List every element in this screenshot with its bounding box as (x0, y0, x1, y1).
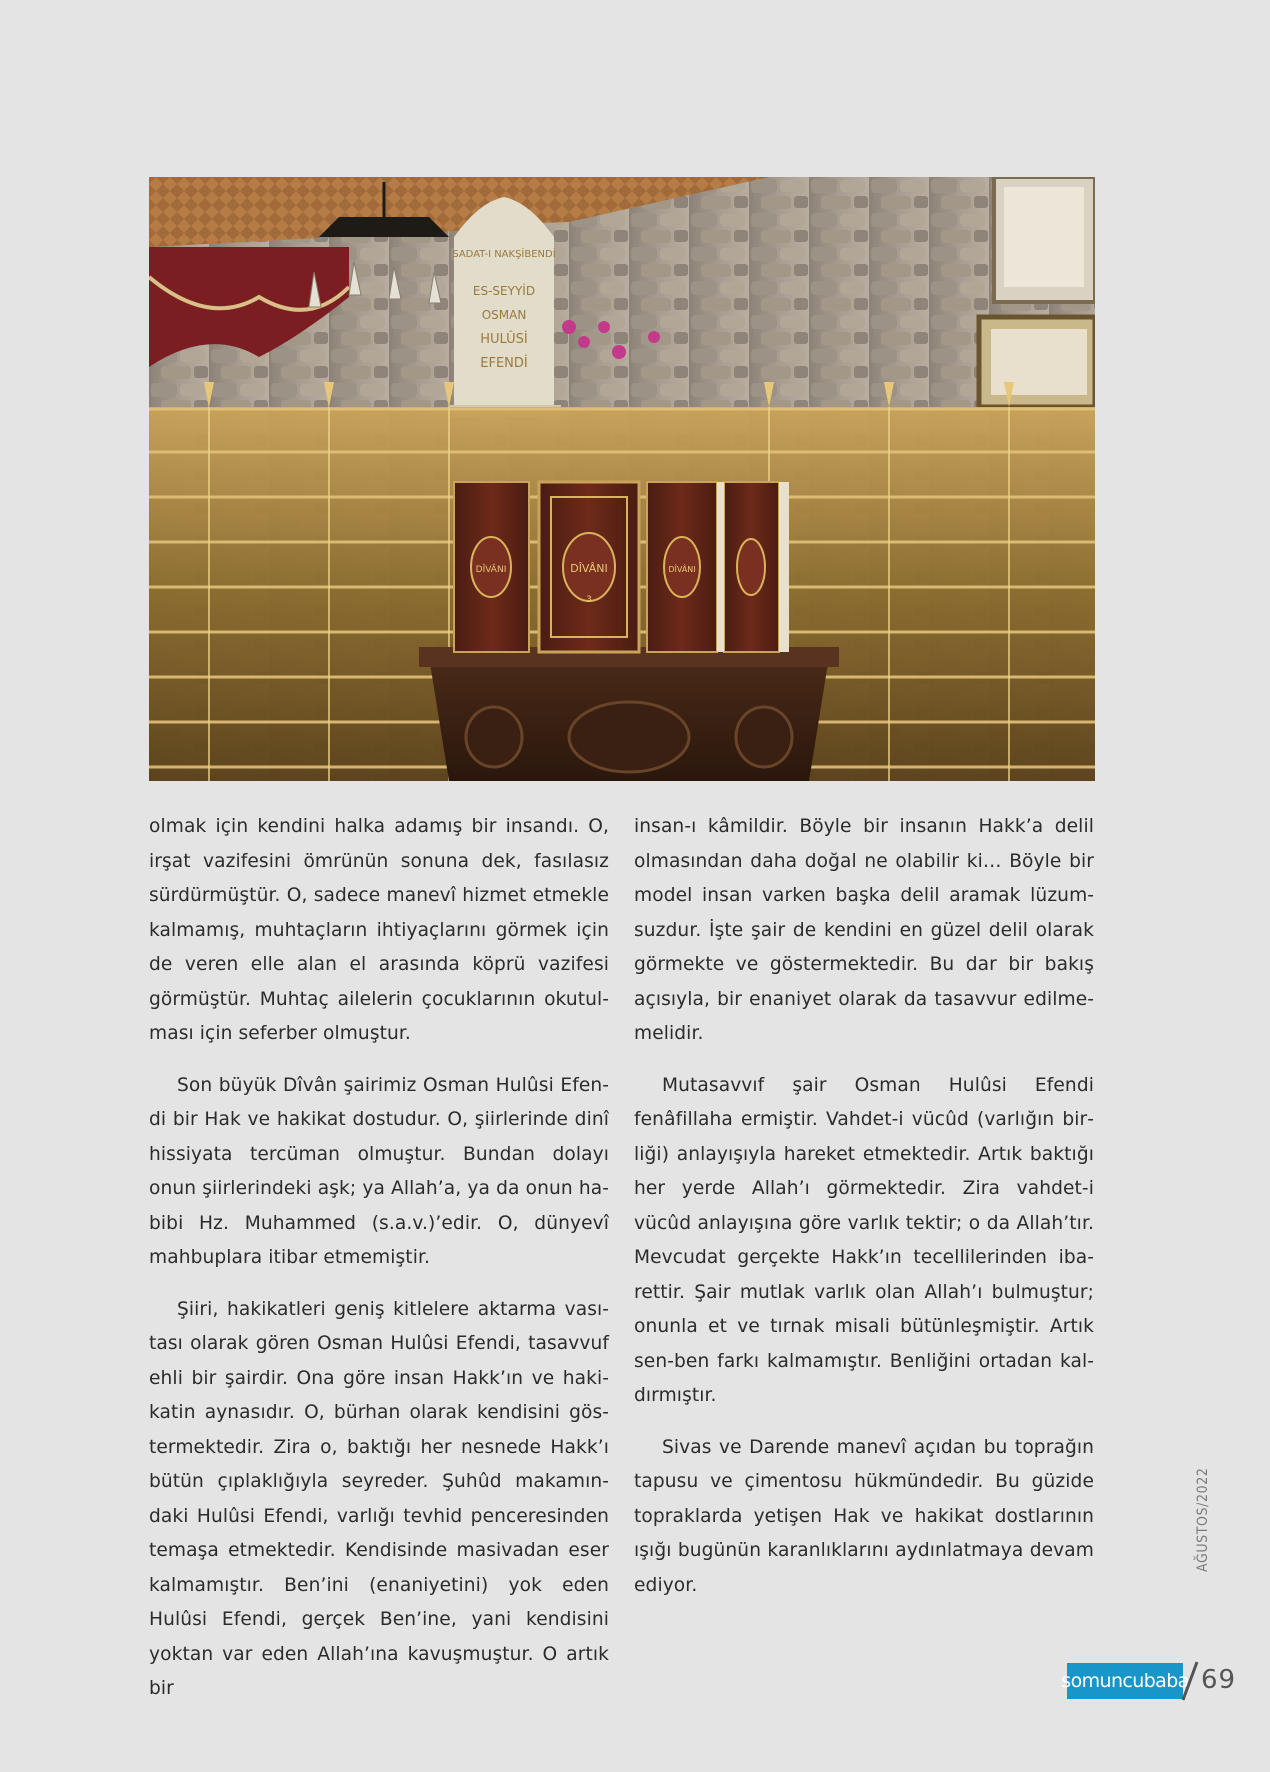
stone-line-3: OSMAN (481, 308, 527, 322)
tomb-photo-illustration (149, 177, 1095, 781)
article-column-left (149, 810, 609, 1724)
article-photo (149, 177, 1095, 781)
page-number: 69 (1201, 1665, 1237, 1695)
paragraph: Son büyük Dîvân şairimiz Osman Hulûsi Efendi bir Hak ve hakikat dostudur. O, şiirlerinde dinî hissiyata tercüman olmuştur. Bundan dolayı onun şiirlerindeki aşk; ya Allah’a, ya da onun habibi Hz. Muhammed (s.a.v.)’edir. O, dünyevî mahbuplara itibar etmemiştir. (149, 1074, 609, 1268)
stone-line-1: SADAT-I NAKŞİBENDİ (452, 249, 556, 260)
stone-line-4: HULÛSİ (480, 332, 528, 347)
book-volume-number: 3 (586, 595, 592, 605)
stone-line-5: EFENDİ (480, 356, 528, 371)
article-column-right (634, 810, 1094, 1620)
paragraph: Şiiri, hakikatleri geniş kitlelere aktarma vasıtası olarak gören Osman Hulûsi Efendi, tasavvuf ehli bir şairdir. Ona göre insan Hakk’ın ve hakikatin aynasıdır. O, bürhan olarak kendisini göstermektedir. Zira o, baktığı her nesnede Hakk’ı bütün çıplaklığıyla seyreder. Şuhûd makamındaki Hulûsi Efendi, varlığı tevhid penceresinden temaşa etmektedir. Kendisinde masivadan eser kalmamıştır. Ben’ini (enaniyetini) yok eden Hulûsi Efendi, gerçek Ben’ine, yani kendisini yoktan var eden Allah’ına kavuşmuştur. O artık bir (149, 1298, 609, 1699)
paragraph: Mutasavvıf şair Osman Hulûsi Efendi fenâfillaha ermiştir. Vahdet-i vücûd (varlığın birliği) anlayışıyla hareket etmektedir. Artık baktığı her yerde Allah’ı görmektedir. Zira vahdet-i vücûd anlayışına göre varlık tektir; o da Allah’tır. Mevcudat gerçekte Hakk’ın tecellilerinden ibarettir. Şair mutlak varlık olan Allah’ı bulmuştur; onunla et ve tırnak misali bütünleşmiştir. Artık sen-ben farkı kalmamıştır. Benliğini ortadan kaldırmıştır. (634, 1074, 1094, 1406)
issue-date: AĞUSTOS/2022 (1195, 1467, 1211, 1572)
book-title-right: DÎVÂNI (668, 565, 696, 574)
paragraph: insan-ı kâmildir. Böyle bir insanın Hakk’a delil olmasından daha doğal ne olabilir ki… Böyle bir model insan varken başka delil aramak lüzumsuzdur. İşte şair de kendini en güzel delil olarak görmekte ve göstermektedir. Bu dar bir bakış açısıyla, bir enaniyet olarak da tasavvur edilmemelidir. (634, 816, 1094, 1044)
paragraph: olmak için kendini halka adamış bir insandı. O, irşat vazifesini ömrünün sonuna dek, fasılasız sürdürmüştür. O, sadece manevî hizmet etmekle kalmamış, muhtaçların ihtiyaçlarını görmek için de veren elle alan el arasında köprü vazifesi görmüştür. Muhtaç ailelerin çocuklarının okutulması için seferber olmuştur. (149, 816, 609, 1044)
book-title-main: DÎVÂNI (570, 562, 608, 575)
stone-line-2: ES-SEYYİD (472, 284, 536, 298)
book-title-left: DÎVÂNI (475, 565, 507, 575)
paragraph: Sivas ve Darende manevî açıdan bu toprağın tapusu ve çimentosu hükmündedir. Bu güzide topraklarda yetişen Hak ve hakikat dostlarının ışığı bugünün karanlıklarını aydınlatmaya devam ediyor. (634, 1436, 1094, 1596)
slash-divider-icon (1180, 1660, 1200, 1702)
magazine-brand: somuncubaba (1067, 1663, 1183, 1699)
